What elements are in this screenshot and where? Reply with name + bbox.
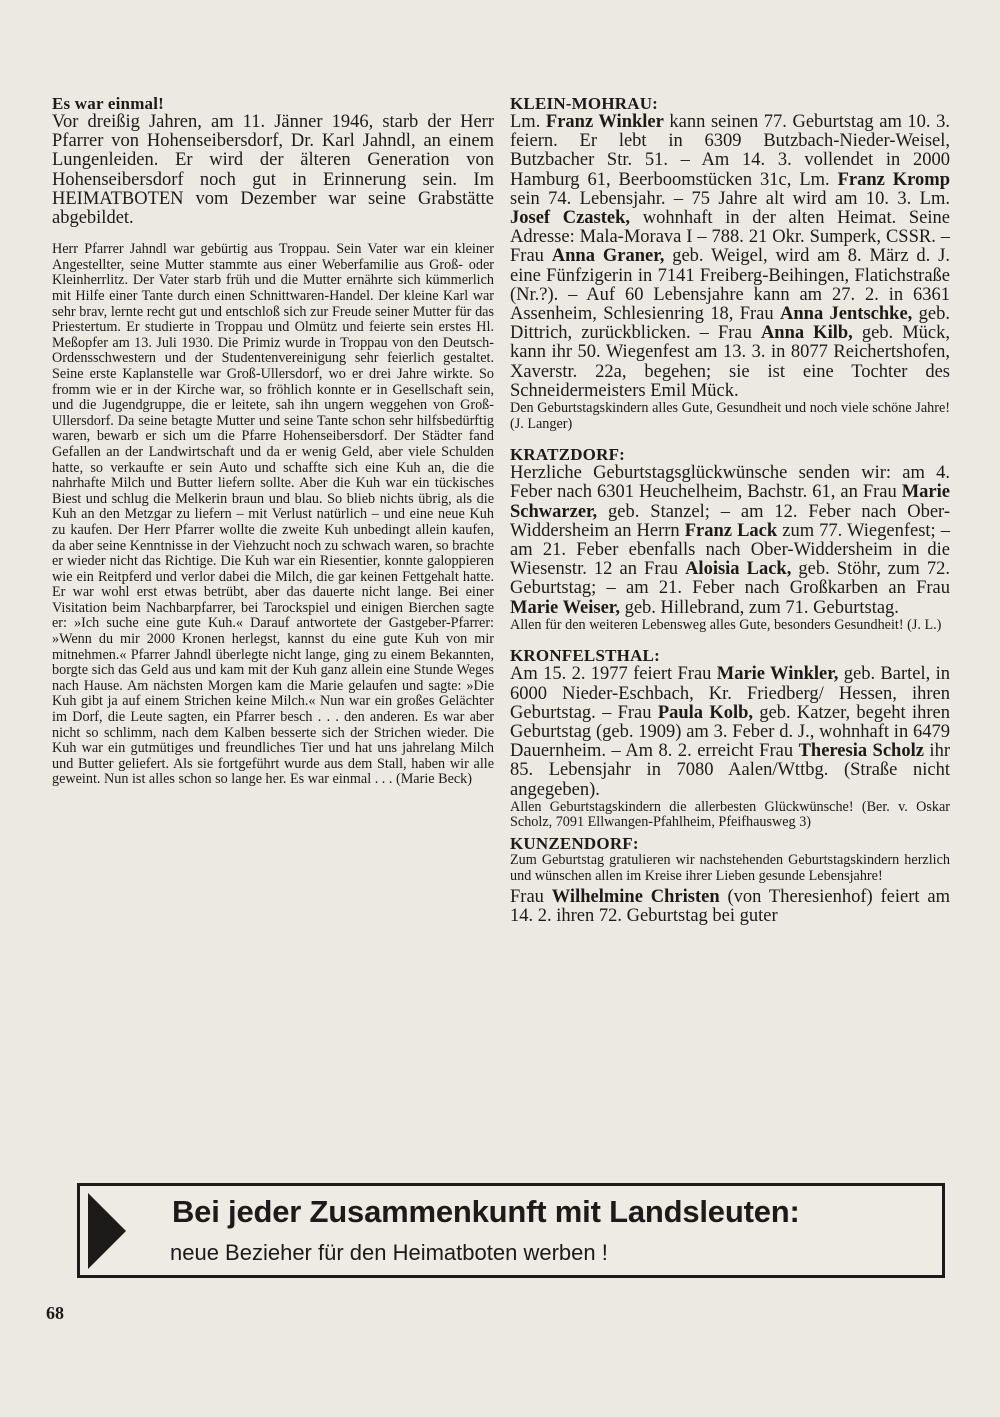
article-intro: Vor dreißig Jahren, am 11. Jänner 1946, starb der Herr Pfarrer von Hohenseibersdorf, Dr. Karl Jahndl, an einem Lungenleiden. Er wird der älteren Generation von Hohenseibersdorf noch gut in Erinnerung sein. Im HEIMATBOTEN vom Dezember war seine Grabstätte abgebildet. bbox=[52, 112, 494, 229]
section-intro: Zum Geburtstag gratulieren wir nachstehenden Geburtstagskindern herzlich und wünschen allen im Kreise ihrer Lieben gesunde Lebensjahre! bbox=[510, 852, 950, 884]
section-klein-mohrau bbox=[510, 95, 950, 432]
section-text: Am 15. 2. 1977 feiert Frau Marie Winkler, geb. Bartel, in 6000 Nieder-Eschbach, Kr. Friedberg/ Hessen, ihren Geburtstag. – Frau Paula Kolb, geb. Katzer, begeht ihren Geburtstag (geb. 1909) am 3. Feber d. J., wohnhaft in 6479 Dauernheim. – Am 8. 2. erreicht Frau Theresia Scholz ihr 85. Lebensjahr in 7080 Aalen/Wttbg. (Straße nicht angegeben). bbox=[510, 664, 950, 800]
section-heading: KLEIN-MOHRAU: bbox=[510, 94, 659, 113]
section-kunzendorf bbox=[510, 835, 950, 927]
promo-banner bbox=[77, 1183, 945, 1278]
section-text: Herzliche Geburtstagsglückwünsche senden wir: am 4. Feber nach 6301 Heuchelheim, Bachstr. 61, an Frau Marie Schwarzer, geb. Stanzel; – am 12. Feber nach Ober-Widdersheim an Herrn Franz Lack zum 77. Wiegenfest; – am 21. Feber ebenfalls nach Ober-Widdersheim in die Wiesenstr. 12 an Frau Aloisia Lack, geb. Stöhr, zum 72. Geburtstag; – am 21. Feber nach Großkarben an Frau Marie Weiser, geb. Hillebrand, zum 71. Geburtstag. bbox=[510, 463, 951, 618]
arrow-right-icon bbox=[88, 1193, 126, 1269]
article-heading: Es war einmal! bbox=[52, 94, 165, 113]
left-column bbox=[52, 95, 494, 788]
section-kronfelsthal bbox=[510, 647, 950, 831]
section-text: Lm. Franz Winkler kann seinen 77. Geburtstag am 10. 3. feiern. Er lebt in 6309 Butzbach-Nieder-Weisel, Butzbacher Str. 51. – Am 14. 3. vollendet in 2000 Hamburg 61, Beerboomstücken 31c, Lm. Franz Kromp sein 74. Lebensjahr. – 75 Jahre alt wird am 10. 3. Lm. Josef Czastek, wohnhaft in der alten Heimat. Seine Adresse: Mala-Morava I – 788. 21 Okr. Sumperk, CSSR. – Frau Anna Graner, geb. Weigel, wird am 8. März d. J. eine Fünfzigerin in 7141 Freiberg-Beihingen, Flatichstraße (Nr.?). – Auf 60 Lebensjahre kann am 27. 2. in 6361 Assenheim, Schlesienring 18, Frau Anna Jentschke, geb. Dittrich, zurückblicken. – Frau Anna Kilb, geb. Mück, kann ihr 50. Wiegenfest am 13. 3. in 8077 Reichertshofen, Xaverstr. 22a, begehen; sie ist eine Tochter des Schneidermeisters Emil Mück. bbox=[510, 112, 950, 401]
section-heading: KUNZENDORF: bbox=[510, 834, 639, 854]
banner-subline: neue Bezieher für den Heimatboten werben ! bbox=[170, 1240, 608, 1265]
section-heading: KRATZDORF: bbox=[510, 445, 626, 465]
article-body: Herr Pfarrer Jahndl war gebürtig aus Troppau. Sein Vater war ein kleiner Angestellter, seine Mutter stammte aus einer Weberfamilie aus Groß- oder Kleinherrlitz. Der Vater starb früh und die Mutter ernährte sich kümmerlich mit Hilfe einer Tante durch einen Schnittwaren-Handel. Der kleine Karl war sehr brav, lernte recht gut und entschloß sich zur Freude seiner Mutter für das Priestertum. Er studierte in Troppau und Olmütz und feierte sein erstes Hl. Meßopfer am 13. Juli 1930. Die Primiz wurde in Troppau von den Deutsch-Ordensschwestern und der Studentenvereinigung sehr feierlich gestaltet. Seine erste Kaplanstelle war Groß-Ullersdorf, wo er drei Jahre wirkte. So fromm wie er in der Kirche war, so fröhlich konnte er in Gesellschaft sein, und die Jugendgruppe, die er leitete, sah ihn ungern weggehen von Groß-Ullersdorf. Da seine betagte Mutter und seine Tante schon sehr hilfsbedürftig waren, bewarb er sich um die Pfarre Hohenseibersdorf. Der Städter fand Gefallen an der Landwirtschaft und da er wenig Geld, aber viele Schulden hatte, so verkaufte er sein Auto und schaffte sich eine Kuh an, die die nahrhafte Milch und Butter liefern sollte. Aber die Kuh war ein tückisches Biest und schlug die Melkerin braun und blau. So blieb nichts übrig, als die Kuh an den Metzgar zu liefern – mit Verlust natürlich – und eine neue Kuh zu kaufen. Der Herr Pfarrer wollte die zweite Kuh unbedingt allein kaufen, da aber seine Kenntnisse in der Viehzucht noch zu schwach waren, so brachte er wieder nicht das Richtige. Die Kuh war ein Riesentier, konnte galoppieren wie ein Reitpferd und verlor dabei die Milch, die gar keinen Fettgehalt hatte. Er war wohl erst etwas betrübt, aber das dauerte nicht lange. Bei einer Visitation beim Nachbarpfarrer, bei Tarockspiel und einigen Bierchen sagte er: »Ich suche eine gute Kuh.« Darauf antwortete der Gastgeber-Pfarrer: »Wenn du mir 2000 Kronen herlegst, kannst du eine gute Kuh von mir mitnehmen.« Pfarrer Jahndl überlegte nicht lange, ging zu einem Bekannten, borgte sich das Geld aus und kam mit der Kuh ganz allein eine Stunde Weges nach Hause. Am nächsten Morgen kam die Marie gelaufen und sagte: »Die Kuh gibt ja auf einem Strichen keine Milch.« Nun war ein großes Gelächter im Dorf, die Leute sagten, ein Pfarrer besch . . . den anderen. Es war aber nicht so schlimm, nach dem Kalben besserte sich der Strichen wieder. Die Kuh war ein gutmütiges und freundliches Tier und hat uns jahrelang Milch und Butter geliefert. Als sie fortgeführt wurde aus dem Stall, haben wir alle geweint. Nun ist alles schon so lange her. Es war einmal . . . (Marie Beck) bbox=[52, 241, 494, 788]
section-closing: Allen Geburtstagskindern die allerbesten Glückwünsche! (Ber. v. Oskar Scholz, 7091 Ellwangen-Pfahlheim, Pfeifhausweg 3) bbox=[510, 798, 950, 831]
section-kratzdorf bbox=[510, 446, 950, 633]
section-text: Frau Wilhelmine Christen (von Theresienhof) feiert am 14. 2. ihren 72. Geburtstag bei guter bbox=[510, 887, 950, 927]
banner-headline: Bei jeder Zusammenkunft mit Landsleuten: bbox=[172, 1194, 800, 1229]
page-number: 68 bbox=[46, 1303, 64, 1323]
section-closing: Den Geburtstagskindern alles Gute, Gesundheit und noch viele schöne Jahre! (J. Langer) bbox=[510, 400, 950, 432]
right-column bbox=[510, 95, 950, 927]
section-heading: KRONFELSTHAL: bbox=[510, 646, 660, 666]
section-closing: Allen für den weiteren Lebensweg alles Gute, besonders Gesundheit! (J. L.) bbox=[510, 616, 942, 633]
